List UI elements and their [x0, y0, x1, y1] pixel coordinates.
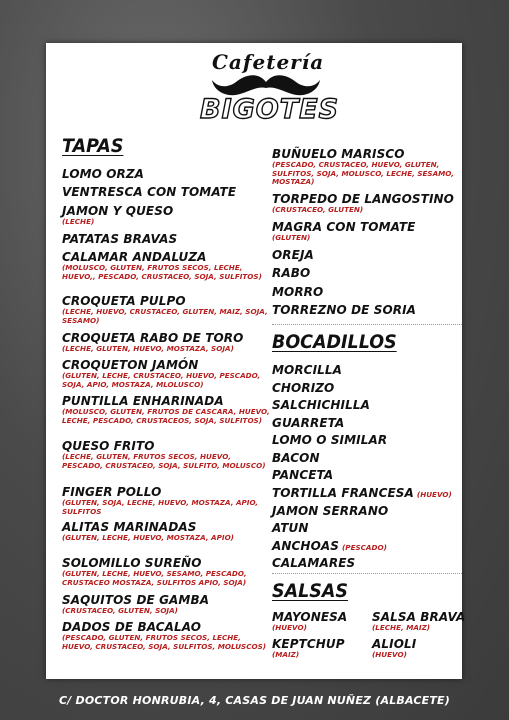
list-item: OREJA: [272, 248, 314, 262]
list-item: RABO: [272, 266, 311, 280]
list-item: BUÑUELO MARISCO (PESCADO, CRUSTACEO, HUEVO, GLUTEN, SULFITOS, SOJA, MOLUSCO, LECHE, SESAMO, MOSTAZA): [272, 147, 454, 186]
divider: [272, 324, 462, 327]
salsas-title: SALSAS: [272, 580, 348, 602]
list-item: KEPTCHUP (MAIZ): [272, 637, 345, 659]
list-item: PATATAS BRAVAS: [62, 232, 178, 246]
list-item: SOLOMILLO SUREÑO (GLUTEN, LECHE, HUEVO, SESAMO, PESCADO, CRUSTACEO MOSTAZA, SULFITOS APIO, SOJA): [62, 556, 247, 587]
list-item: VENTRESCA CON TOMATE: [62, 185, 237, 199]
list-item: LOMO O SIMILAR: [272, 433, 388, 447]
list-item: JAMON SERRANO: [272, 504, 389, 518]
list-item: SALSA BRAVA (LECHE, MAIZ): [372, 610, 466, 632]
list-item: CHORIZO: [272, 381, 335, 395]
list-item: MAYONESA (HUEVO): [272, 610, 348, 632]
list-item: LOMO ORZA: [62, 167, 145, 181]
list-item: MORCILLA: [272, 363, 343, 377]
list-item: MORRO: [272, 285, 324, 299]
list-item: TORTILLA FRANCESA (HUEVO): [272, 486, 452, 500]
list-item: TORPEDO DE LANGOSTINO (CRUSTACEO, GLUTEN): [272, 192, 454, 214]
logo: [200, 48, 340, 128]
list-item: CROQUETON JAMÓN (GLUTEN, LECHE, CRUSTACEO, HUEVO, PESCADO, SOJA, APIO, MOSTAZA, MLOLUSCO): [62, 358, 261, 389]
list-item: BACON: [272, 451, 320, 465]
list-item: FINGER POLLO (GLUTEN, SOJA, LECHE, HUEVO, MOSTAZA, APIO, SULFITOS: [62, 485, 259, 516]
list-item: GUARRETA: [272, 416, 345, 430]
list-item: ANCHOAS (PESCADO): [272, 539, 387, 553]
logo-brand: BIGOTES: [200, 94, 340, 125]
list-item: TORREZNO DE SORIA: [272, 303, 417, 317]
divider: [272, 573, 462, 576]
list-item: ALIOLI (HUEVO): [372, 637, 417, 659]
list-item: CALAMAR ANDALUZA (MOLUSCO, GLUTEN, FRUTOS SECOS, LECHE, HUEVO,, PESCADO, CRUSTACEO, SOJA, SULFITOS): [62, 250, 262, 281]
bocadillos-title: BOCADILLOS: [272, 331, 397, 353]
list-item: PUNTILLA ENHARINADA (MOLUSCO, GLUTEN, FRUTOS DE CASCARA, HUEVO, LECHE, PESCADO, CRUSTACEOS, SOJA, SULFITOS): [62, 394, 270, 425]
list-item: PANCETA: [272, 468, 334, 482]
list-item: ATUN: [272, 521, 309, 535]
logo-script: Cafetería: [212, 50, 325, 74]
tapas-title: TAPAS: [62, 135, 124, 157]
list-item: SAQUITOS DE GAMBA (CRUSTACEO, GLUTEN, SOJA): [62, 593, 210, 615]
list-item: DADOS DE BACALAO (PESCADO, GLUTEN, FRUTOS SECOS, LECHE, HUEVO, CRUSTACEO, SOJA, SULFITOS, MOLUSCOS): [62, 620, 267, 651]
list-item: QUESO FRITO (LECHE, GLUTEN, FRUTOS SECOS, HUEVO, PESCADO, CRUSTACEO, SOJA, SULFITO, MOLUSCO): [62, 439, 266, 470]
list-item: CROQUETA PULPO (LECHE, HUEVO, CRUSTACEO, GLUTEN, MAIZ, SOJA, SESAMO): [62, 294, 268, 325]
address-footer: C/ DOCTOR HONRUBIA, 4, CASAS DE JUAN NUÑEZ (ALBACETE): [59, 694, 450, 707]
list-item: JAMON Y QUESO (LECHE): [62, 204, 174, 226]
list-item: CALAMARES: [272, 556, 356, 570]
menu-card: [46, 43, 466, 679]
list-item: SALCHICHILLA: [272, 398, 370, 412]
list-item: ALITAS MARINADAS (GLUTEN, LECHE, HUEVO, MOSTAZA, APIO): [62, 520, 234, 542]
list-item: MAGRA CON TOMATE (GLUTEN): [272, 220, 416, 242]
list-item: CROQUETA RABO DE TORO (LECHE, GLUTEN, HUEVO, MOSTAZA, SOJA): [62, 331, 244, 353]
